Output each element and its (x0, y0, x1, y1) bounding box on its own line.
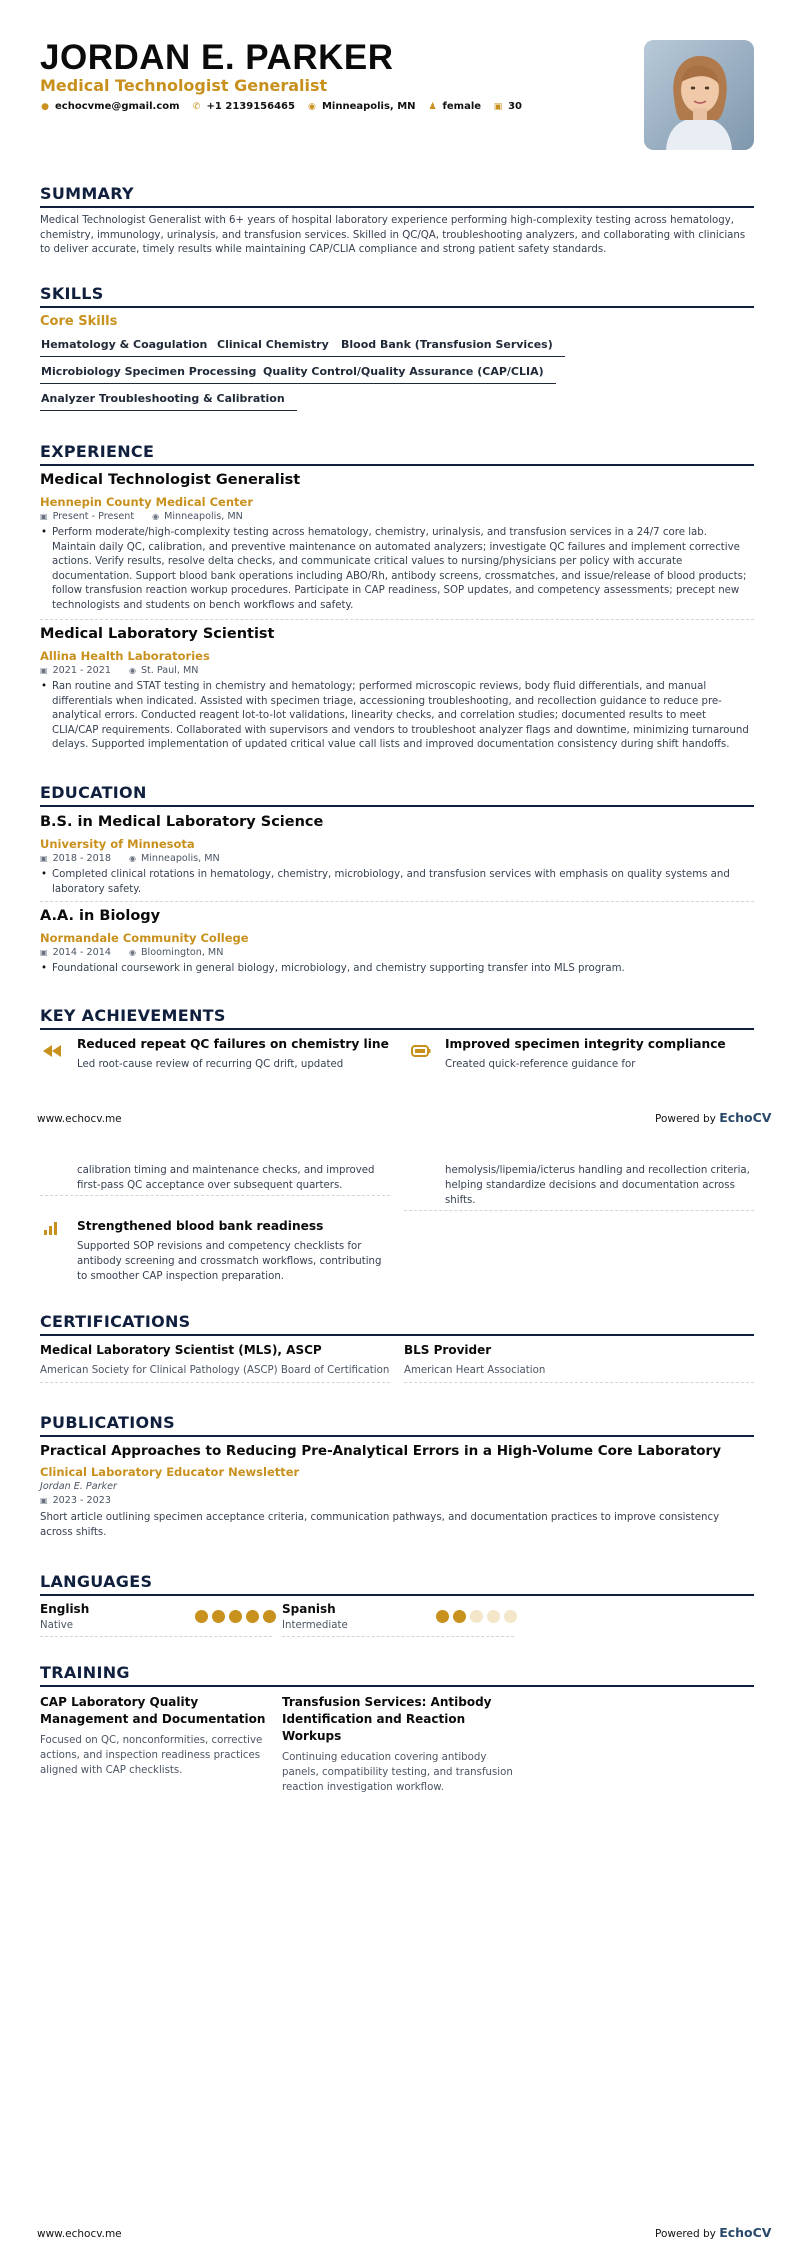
certification-org: American Heart Association (404, 1365, 546, 1376)
education-bullet: • Completed clinical rotations in hematology, chemistry, microbiology, and transfusion services with emphasis on quality systems and laboratory safety. (40, 868, 754, 897)
section-heading-skills: SKILLS (40, 284, 754, 308)
email-icon: ● (41, 101, 49, 112)
training-title: Transfusion Services: Antibody Identification and Reaction Workups (282, 1695, 492, 1743)
section-heading-certifications: CERTIFICATIONS (40, 1312, 754, 1336)
divider (40, 1636, 272, 1637)
rating-dot-filled (263, 1610, 276, 1623)
education-bullet: • Foundational coursework in general biology, microbiology, and chemistry supporting transfer into MLS program. (40, 962, 754, 977)
skill-item: Blood Bank (Transfusion Services) (340, 338, 565, 357)
calendar-icon: ▣ (40, 512, 48, 521)
language-rating (195, 1610, 276, 1623)
experience-org: Hennepin County Medical Center (40, 495, 254, 509)
footer-brand: EchoCV (719, 1110, 772, 1125)
education-meta (40, 947, 223, 958)
contact-phone[interactable]: ✆ +1 2139156465 (192, 101, 295, 112)
training-desc: Continuing education covering antibody panels, compatibility testing, and transfusion reaction investigation workflow. (282, 1752, 513, 1793)
rating-dot-empty (470, 1610, 483, 1623)
rating-dot-filled (195, 1610, 208, 1623)
skill-item: Analyzer Troubleshooting & Calibration (40, 392, 297, 411)
education-location: Minneapolis, MN (140, 853, 220, 864)
experience-meta (40, 665, 198, 676)
calendar-icon: ▣ (40, 1496, 48, 1505)
rating-dot-empty (504, 1610, 517, 1623)
skill-item: Quality Control/Quality Assurance (CAP/CLIA) (262, 365, 556, 384)
achievement-desc: Created quick-reference guidance for (445, 1059, 636, 1070)
language-name: Spanish (282, 1602, 336, 1616)
section-heading-summary: SUMMARY (40, 184, 754, 208)
skill-item: Clinical Chemistry (216, 338, 341, 357)
divider (404, 1210, 754, 1211)
achievement-desc-continued: calibration timing and maintenance checks, and improved first-pass QC acceptance over subsequent quarters. (77, 1165, 375, 1191)
language-name: English (40, 1602, 90, 1616)
publication-meta (40, 1495, 111, 1506)
contact-email[interactable]: ● echocvme@gmail.com (41, 101, 180, 112)
experience-bullet: • Perform moderate/high-complexity testing across hematology, chemistry, urinalysis, and transfusion services in a 24/7 core lab. Maintain daily QC, calibration, and preventive maintenance on automated analyzers; investigate QC failures and implement corrective actions. Verify results, resolve delta checks, and communicate critical values to nursing/physicians per policy with accurate documentation. Support blood bank operations including ABO/Rh, antibody screens, crossmatches, and issue/release of blood products; follow transfusion reaction workup procedures. Participate in CAP readiness, SOP updates, and competency assessments; precept new technologists and students on bench workflows and safety. (40, 526, 754, 613)
publication-desc: Short article outlining specimen acceptance criteria, communication pathways, and documentation practices to improve consistency across shifts. (40, 1512, 720, 1538)
rating-dot-empty (487, 1610, 500, 1623)
location-pin-icon: ◉ (128, 948, 136, 957)
experience-title: Medical Laboratory Scientist (40, 626, 275, 642)
contact-location: ◉ Minneapolis, MN (308, 101, 416, 112)
location-pin-icon: ◉ (128, 666, 136, 675)
rating-dot-filled (212, 1610, 225, 1623)
contact-gender: ♟ female (428, 101, 482, 112)
divider (40, 901, 754, 902)
achievement-desc: Led root-cause review of recurring QC drift, updated (77, 1059, 344, 1070)
profile-photo (644, 40, 754, 150)
divider (404, 1382, 754, 1383)
education-dates: 2018 - 2018 (52, 853, 111, 864)
section-heading-experience: EXPERIENCE (40, 442, 754, 466)
publication-dates: 2023 - 2023 (52, 1495, 111, 1506)
experience-title: Medical Technologist Generalist (40, 472, 301, 488)
training-desc: Focused on QC, nonconformities, corrective actions, and inspection readiness practices aligned with CAP checklists. (40, 1735, 263, 1776)
experience-location: St. Paul, MN (140, 665, 199, 676)
publication-venue: Clinical Laboratory Educator Newsletter (40, 1465, 300, 1479)
location-pin-icon: ◉ (308, 101, 316, 112)
experience-meta (40, 511, 243, 522)
divider (40, 1195, 390, 1196)
achievement-title: Improved specimen integrity compliance (445, 1037, 726, 1051)
skill-group-label: Core Skills (40, 314, 118, 329)
achievement-desc: Supported SOP revisions and competency checklists for antibody screening and crossmatch workflows, contributing to smoother CAP inspection preparation. (77, 1241, 382, 1282)
calendar-icon: ▣ (40, 948, 48, 957)
section-heading-languages: LANGUAGES (40, 1572, 754, 1596)
calendar-icon: ▣ (40, 666, 48, 675)
rating-dot-filled (453, 1610, 466, 1623)
experience-dates: 2021 - 2021 (52, 665, 111, 676)
publication-title: Practical Approaches to Reducing Pre-Analytical Errors in a High-Volume Core Laboratory (40, 1443, 722, 1459)
education-title: B.S. in Medical Laboratory Science (40, 814, 324, 830)
certification-name: BLS Provider (404, 1343, 492, 1357)
achievement-title: Reduced repeat QC failures on chemistry line (77, 1037, 389, 1051)
contact-row (40, 101, 522, 112)
experience-bullet: • Ran routine and STAT testing in chemistry and hematology; performed microscopic reviews, body fluid differentials, and manual differentials when indicated. Assisted with specimen triage, accessioning troubleshooting, and recollection guidance to reduce pre-analytical errors. Conducted reagent lot-to-lot validations, linearity checks, and correlation studies; documented results to meet CLIA/CAP requirements. Collaborated with supervisors and vendors to troubleshoot analyzer flags and downtime, minimizing turnaround delays. Supported implementation of updated critical value call lists and improved documentation consistency during shift handoffs. (40, 680, 754, 753)
education-title: A.A. in Biology (40, 908, 161, 924)
education-org: Normandale Community College (40, 931, 249, 945)
calendar-icon: ▣ (40, 854, 48, 863)
calendar-icon: ▣ (493, 101, 503, 112)
experience-dates: Present - Present (52, 511, 135, 522)
education-dates: 2014 - 2014 (52, 947, 111, 958)
certification-name: Medical Laboratory Scientist (MLS), ASCP (40, 1343, 322, 1357)
rating-dot-filled (229, 1610, 242, 1623)
divider (40, 619, 754, 620)
education-location: Bloomington, MN (140, 947, 224, 958)
footer-powered-by[interactable]: Powered by EchoCV (655, 1110, 772, 1125)
rewind-icon (42, 1043, 64, 1059)
section-heading-training: TRAINING (40, 1663, 754, 1687)
phone-icon: ✆ (192, 101, 201, 112)
rating-dot-filled (246, 1610, 259, 1623)
education-org: University of Minnesota (40, 837, 195, 851)
candidate-name: JORDAN E. PARKER (40, 38, 394, 77)
divider (282, 1636, 514, 1637)
language-level: Intermediate (282, 1620, 348, 1631)
divider (40, 1382, 390, 1383)
rating-dot-filled (436, 1610, 449, 1623)
achievement-title: Strengthened blood bank readiness (77, 1219, 324, 1233)
language-rating (436, 1610, 517, 1623)
location-pin-icon: ◉ (152, 512, 160, 521)
bar-chart-icon (42, 1220, 64, 1236)
job-title: Medical Technologist Generalist (40, 76, 328, 95)
achievement-desc-continued: hemolysis/lipemia/icterus handling and recollection criteria, helping standardize decisions and documentation across shifts. (445, 1165, 750, 1206)
skill-item: Microbiology Specimen Processing (40, 365, 268, 384)
training-title: CAP Laboratory Quality Management and Documentation (40, 1695, 266, 1726)
publication-author: Jordan E. Parker (40, 1481, 117, 1492)
footer-website-link[interactable]: www.echocv.me (37, 2228, 122, 2240)
skill-item: Hematology & Coagulation (40, 338, 219, 357)
summary-text: Medical Technologist Generalist with 6+ years of hospital laboratory experience performing high-complexity testing across hematology, chemistry, immunology, urinalysis, and transfusion services. Skilled in QC/QA, troubleshooting analyzers, and collaborating with clinicians to deliver accurate, timely results while maintaining CAP/CLIA compliance and strong patient safety standards. (40, 215, 746, 255)
language-level: Native (40, 1620, 73, 1631)
footer-powered-by[interactable]: Powered by EchoCV (655, 2225, 772, 2240)
location-pin-icon: ◉ (128, 854, 136, 863)
section-heading-achievements: KEY ACHIEVEMENTS (40, 1006, 754, 1030)
experience-org: Allina Health Laboratories (40, 649, 210, 663)
certification-org: American Society for Clinical Pathology (ASCP) Board of Certification (40, 1365, 390, 1376)
education-meta (40, 853, 220, 864)
footer-website-link[interactable]: www.echocv.me (37, 1113, 122, 1125)
person-icon: ♟ (428, 101, 437, 112)
footer-brand: EchoCV (719, 2225, 772, 2240)
section-heading-education: EDUCATION (40, 783, 754, 807)
experience-location: Minneapolis, MN (164, 511, 243, 522)
battery-icon (410, 1043, 432, 1059)
section-heading-publications: PUBLICATIONS (40, 1413, 754, 1437)
contact-age: ▣ 30 (493, 101, 522, 112)
